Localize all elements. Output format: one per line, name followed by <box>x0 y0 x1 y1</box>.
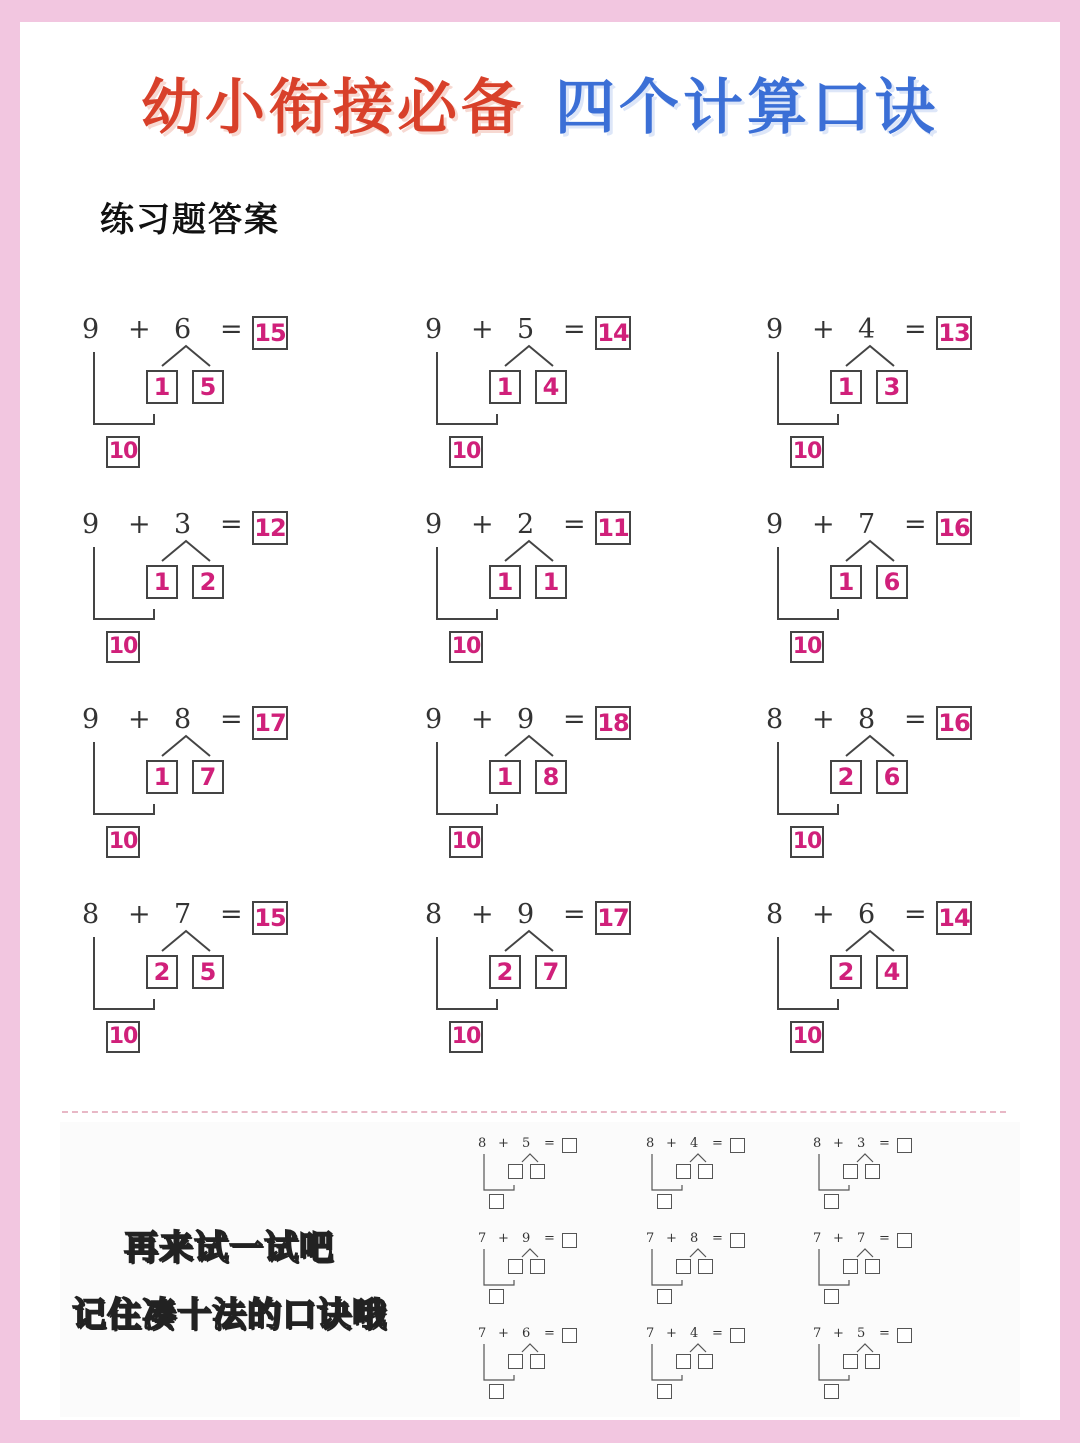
addend-b: 3 <box>174 509 192 540</box>
problem-card <box>425 509 655 679</box>
addend-a: 9 <box>82 704 100 735</box>
problem-card <box>82 704 312 874</box>
plus-sign: + <box>498 1231 509 1246</box>
answer-box: 16 <box>936 706 972 740</box>
split-box-1: 2 <box>489 955 521 989</box>
ten-box: 10 <box>106 826 140 858</box>
plus-sign: + <box>471 899 494 930</box>
split-blank-1[interactable] <box>508 1354 523 1369</box>
plus-sign: + <box>666 1231 677 1246</box>
practice-problem <box>646 1231 756 1311</box>
section-label-text: 练习题答案 <box>100 200 280 240</box>
answer-blank[interactable] <box>897 1328 912 1343</box>
ten-box: 10 <box>790 436 824 468</box>
addend-a: 8 <box>766 704 784 735</box>
addend-a: 8 <box>813 1136 822 1151</box>
split-blank-2[interactable] <box>698 1259 713 1274</box>
equals-sign: = <box>904 314 927 345</box>
worksheet-page <box>20 22 1060 1420</box>
addend-b: 2 <box>517 509 535 540</box>
equals-sign: = <box>563 899 586 930</box>
equals-sign: = <box>904 899 927 930</box>
practice-problem <box>813 1136 923 1216</box>
addend-a: 7 <box>646 1326 655 1341</box>
ten-box: 10 <box>790 631 824 663</box>
equals-sign: = <box>563 314 586 345</box>
addend-a: 8 <box>425 899 443 930</box>
split-blank-1[interactable] <box>676 1259 691 1274</box>
split-box-1: 2 <box>830 760 862 794</box>
equals-sign: = <box>220 899 243 930</box>
addend-a: 9 <box>425 704 443 735</box>
addend-a: 9 <box>82 314 100 345</box>
addend-b: 6 <box>174 314 192 345</box>
split-blank-1[interactable] <box>508 1259 523 1274</box>
plus-sign: + <box>812 314 835 345</box>
split-blank-1[interactable] <box>676 1354 691 1369</box>
addend-b: 9 <box>517 704 535 735</box>
addend-b: 7 <box>174 899 192 930</box>
answer-blank[interactable] <box>562 1138 577 1153</box>
answer-box: 14 <box>595 316 631 350</box>
addend-b: 8 <box>690 1231 699 1246</box>
page-title <box>20 60 1060 146</box>
addend-a: 8 <box>478 1136 487 1151</box>
split-box-2: 5 <box>192 370 224 404</box>
split-box-1: 1 <box>146 760 178 794</box>
answer-blank[interactable] <box>897 1138 912 1153</box>
addend-a: 8 <box>766 899 784 930</box>
equals-sign: = <box>563 509 586 540</box>
addend-b: 6 <box>858 899 876 930</box>
split-box-2: 8 <box>535 760 567 794</box>
addend-a: 9 <box>766 314 784 345</box>
addend-a: 7 <box>478 1326 487 1341</box>
split-box-2: 3 <box>876 370 908 404</box>
split-box-1: 1 <box>489 760 521 794</box>
split-blank-2[interactable] <box>530 1164 545 1179</box>
ten-blank[interactable] <box>824 1289 839 1304</box>
plus-sign: + <box>128 314 151 345</box>
plus-sign: + <box>128 509 151 540</box>
practice-problem <box>813 1326 923 1406</box>
split-box-2: 1 <box>535 565 567 599</box>
addend-a: 9 <box>425 314 443 345</box>
split-blank-1[interactable] <box>843 1354 858 1369</box>
equals-sign: = <box>544 1326 555 1341</box>
problem-card <box>766 509 996 679</box>
ten-blank[interactable] <box>824 1384 839 1399</box>
addend-a: 7 <box>646 1231 655 1246</box>
split-box-2: 4 <box>535 370 567 404</box>
answer-box: 17 <box>252 706 288 740</box>
addend-b: 7 <box>857 1231 866 1246</box>
equals-sign: = <box>220 704 243 735</box>
ten-box: 10 <box>449 436 483 468</box>
ten-box: 10 <box>790 1021 824 1053</box>
split-blank-2[interactable] <box>530 1354 545 1369</box>
plus-sign: + <box>833 1136 844 1151</box>
ten-blank[interactable] <box>657 1384 672 1399</box>
ten-blank[interactable] <box>657 1194 672 1209</box>
answer-box: 11 <box>595 511 631 545</box>
problem-card <box>82 314 312 484</box>
split-box-1: 1 <box>830 565 862 599</box>
addend-b: 5 <box>857 1326 866 1341</box>
addend-b: 8 <box>174 704 192 735</box>
problem-card <box>766 704 996 874</box>
title-part-red: 幼小衔接必备 <box>141 73 525 143</box>
split-box-2: 7 <box>192 760 224 794</box>
problem-card <box>766 899 996 1069</box>
problem-card <box>82 509 312 679</box>
addend-b: 4 <box>690 1326 699 1341</box>
problem-card <box>425 899 655 1069</box>
section-label <box>92 192 288 241</box>
plus-sign: + <box>812 899 835 930</box>
equals-sign: = <box>544 1136 555 1151</box>
ten-box: 10 <box>449 631 483 663</box>
split-box-1: 1 <box>489 370 521 404</box>
ten-blank[interactable] <box>824 1194 839 1209</box>
practice-problem <box>478 1136 588 1216</box>
split-box-1: 1 <box>830 370 862 404</box>
equals-sign: = <box>220 314 243 345</box>
addend-b: 9 <box>522 1231 531 1246</box>
addend-b: 7 <box>858 509 876 540</box>
plus-sign: + <box>833 1231 844 1246</box>
practice-problem <box>813 1231 923 1311</box>
addend-a: 7 <box>813 1231 822 1246</box>
ten-blank[interactable] <box>489 1384 504 1399</box>
equals-sign: = <box>712 1136 723 1151</box>
split-box-2: 7 <box>535 955 567 989</box>
ten-box: 10 <box>106 1021 140 1053</box>
split-box-1: 1 <box>489 565 521 599</box>
answer-box: 15 <box>252 901 288 935</box>
split-blank-2[interactable] <box>865 1354 880 1369</box>
plus-sign: + <box>833 1326 844 1341</box>
split-blank-1[interactable] <box>508 1164 523 1179</box>
problem-card <box>82 899 312 1069</box>
plus-sign: + <box>128 899 151 930</box>
addend-b: 9 <box>517 899 535 930</box>
ten-box: 10 <box>449 826 483 858</box>
problem-card <box>766 314 996 484</box>
problem-card <box>425 704 655 874</box>
equals-sign: = <box>563 704 586 735</box>
plus-sign: + <box>498 1136 509 1151</box>
ten-box: 10 <box>790 826 824 858</box>
equals-sign: = <box>904 704 927 735</box>
split-blank-1[interactable] <box>676 1164 691 1179</box>
split-blank-1[interactable] <box>843 1164 858 1179</box>
answer-box: 17 <box>595 901 631 935</box>
equals-sign: = <box>879 1326 890 1341</box>
split-blank-2[interactable] <box>698 1164 713 1179</box>
equals-sign: = <box>544 1231 555 1246</box>
ten-blank[interactable] <box>489 1289 504 1304</box>
split-blank-1[interactable] <box>843 1259 858 1274</box>
answer-box: 18 <box>595 706 631 740</box>
addend-b: 5 <box>517 314 535 345</box>
addend-a: 7 <box>813 1326 822 1341</box>
addend-b: 8 <box>858 704 876 735</box>
ten-box: 10 <box>106 436 140 468</box>
addend-a: 8 <box>82 899 100 930</box>
equals-sign: = <box>904 509 927 540</box>
equals-sign: = <box>712 1326 723 1341</box>
addend-b: 4 <box>858 314 876 345</box>
equals-sign: = <box>712 1231 723 1246</box>
split-box-2: 6 <box>876 565 908 599</box>
practice-problem <box>478 1231 588 1311</box>
addend-a: 9 <box>425 509 443 540</box>
answer-blank[interactable] <box>562 1233 577 1248</box>
split-box-2: 2 <box>192 565 224 599</box>
plus-sign: + <box>812 509 835 540</box>
plus-sign: + <box>471 314 494 345</box>
split-box-1: 2 <box>146 955 178 989</box>
answer-box: 14 <box>936 901 972 935</box>
answer-blank[interactable] <box>897 1233 912 1248</box>
split-box-1: 2 <box>830 955 862 989</box>
practice-prompt-line2: 记住凑十法的口诀哦 <box>72 1295 387 1335</box>
addend-a: 8 <box>646 1136 655 1151</box>
title-part-blue: 四个计算口诀 <box>555 73 939 143</box>
problem-card <box>425 314 655 484</box>
split-box-1: 1 <box>146 565 178 599</box>
addend-a: 9 <box>82 509 100 540</box>
practice-prompt-line1: 再来试一试吧 <box>124 1228 334 1268</box>
equals-sign: = <box>220 509 243 540</box>
plus-sign: + <box>128 704 151 735</box>
answer-blank[interactable] <box>730 1328 745 1343</box>
ten-blank[interactable] <box>657 1289 672 1304</box>
split-box-2: 5 <box>192 955 224 989</box>
answer-blank[interactable] <box>562 1328 577 1343</box>
split-blank-2[interactable] <box>865 1164 880 1179</box>
split-blank-2[interactable] <box>698 1354 713 1369</box>
addend-b: 5 <box>522 1136 531 1151</box>
addend-b: 4 <box>690 1136 699 1151</box>
plus-sign: + <box>498 1326 509 1341</box>
plus-sign: + <box>666 1326 677 1341</box>
practice-problem <box>478 1326 588 1406</box>
answer-blank[interactable] <box>730 1138 745 1153</box>
split-box-2: 4 <box>876 955 908 989</box>
split-blank-2[interactable] <box>865 1259 880 1274</box>
ten-box: 10 <box>106 631 140 663</box>
addend-b: 3 <box>857 1136 866 1151</box>
section-divider <box>62 1111 1006 1113</box>
plus-sign: + <box>666 1136 677 1151</box>
answer-box: 16 <box>936 511 972 545</box>
answer-box: 13 <box>936 316 972 350</box>
split-box-2: 6 <box>876 760 908 794</box>
addend-b: 6 <box>522 1326 531 1341</box>
addend-a: 7 <box>478 1231 487 1246</box>
answer-box: 12 <box>252 511 288 545</box>
split-blank-2[interactable] <box>530 1259 545 1274</box>
answer-box: 15 <box>252 316 288 350</box>
plus-sign: + <box>471 509 494 540</box>
equals-sign: = <box>879 1136 890 1151</box>
ten-blank[interactable] <box>489 1194 504 1209</box>
plus-sign: + <box>471 704 494 735</box>
answer-blank[interactable] <box>730 1233 745 1248</box>
ten-box: 10 <box>449 1021 483 1053</box>
plus-sign: + <box>812 704 835 735</box>
practice-problem <box>646 1326 756 1406</box>
addend-a: 9 <box>766 509 784 540</box>
split-box-1: 1 <box>146 370 178 404</box>
practice-problem <box>646 1136 756 1216</box>
equals-sign: = <box>879 1231 890 1246</box>
